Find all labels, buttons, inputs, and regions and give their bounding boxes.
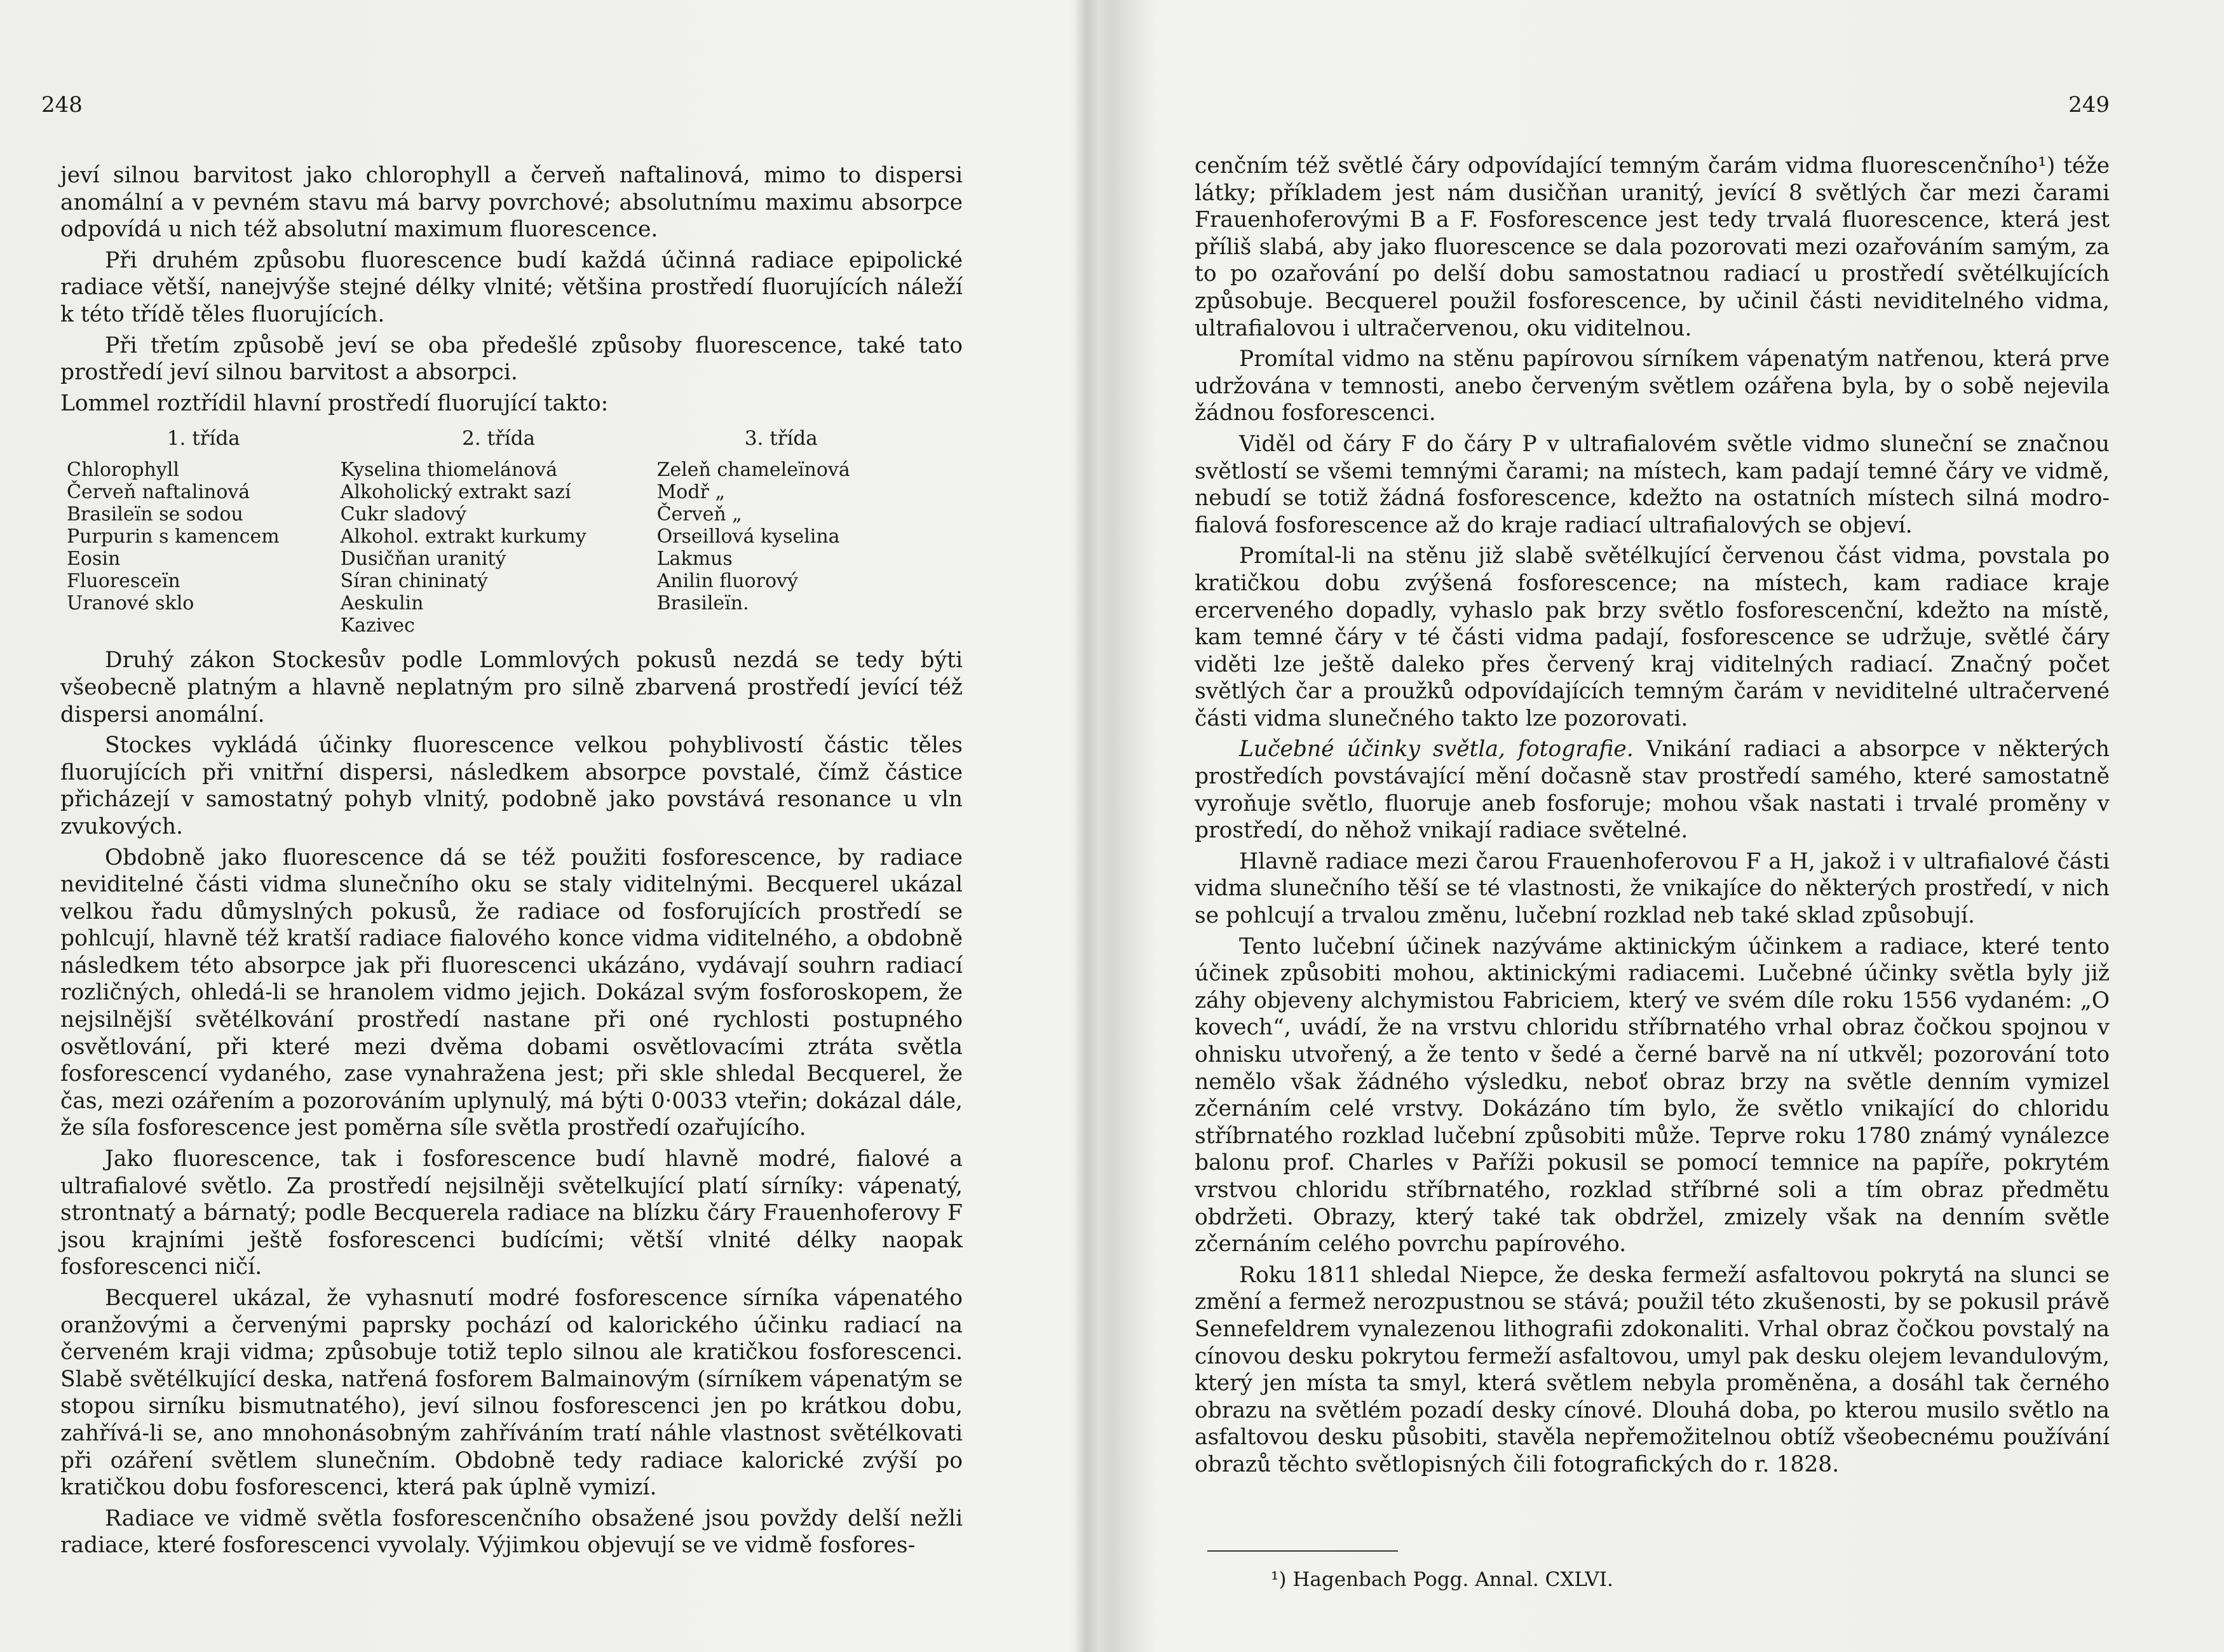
table-cell: Brasileïn se sodou: [67, 503, 243, 526]
paragraph: Promítal-li na stěnu již slabě světélkující červenou část vidma, povstala po kratičkou dobu zvýšená fosforescence; na místech, kam radiace kraje ercerveného dopadly, vyhaslo pak brzy světlo fosforescenční, kdežto na místě, kam temné čáry v té části vidma padají, fosforescence se udržuje, světlé čáry viděti lze ještě daleko přes červený kraj viditelných radiací. Značný počet světlých čar a proužků odpovídajících temným čarám v neviditelné ultračervené části vidma slunečného takto lze pozorovati.: [1195, 543, 2110, 731]
paragraph: Při druhém způsobu fluorescence budí každá účinná radiace epipolické radiace větší, nanejvýše stejné délky vlnité; většina prostředí fluorujících náleží k této třídě těles fluorujících.: [60, 247, 963, 327]
table-cell: Chlorophyll: [67, 459, 179, 482]
table-cell: Fluoresceïn: [67, 570, 180, 593]
table-cell: Eosin: [67, 548, 121, 571]
paragraph: cenčním též světlé čáry odpovídající temným čarám vidma fluorescenčního¹) téže látky; příkladem jest nám dusičňan uranitý, jevící 8 světlých čar mezi čarami Frauenhoferovými B a F. Fosforescence jest tedy trvalá fluorescence, která jest příliš slabá, aby jako fluorescence se dala pozorovati mezi ozařováním samým, za to po ozařování po delší dobu samostatnou radiací u prostředí světélkujících způsobuje. Becquerel použil fosforescence, by učinil části neviditelného vidma, ultrafialovou i ultračervenou, oku viditelnou.: [1195, 153, 2110, 341]
paragraph: Viděl od čáry F do čáry P v ultrafialovém světle vidmo sluneční se značnou světlostí se všemi temnými čarami; na místech, kam padají temné čáry ve vidmě, nebudí se totiž žádná fosforescence, kdežto na ostatních místech silná modro-fialová fosforescence až do kraje radiací ultrafialových se objeví.: [1195, 431, 2110, 538]
book-gutter: [1074, 0, 1099, 1652]
paragraph: Obdobně jako fluorescence dá se též použiti fosforescence, by radiace neviditelné části vidma slunečního oku se staly viditelnými. Becquerel ukázal velkou řadu důmyslných pokusů, že radiace od fosforujících prostředí se pohlcují, hlavně též kratší radiace fialového konce vidma viditelného, a obdobně následkem této absorpce jak při fluorescenci ukázáno, vydávají souhrn radiací rozličných, ohledá-li se hranolem vidmo jejich. Dokázal svým fosforoskopem, že nejsilnější světélkování prostředí nastane při oné rychlosti postupného osvětlování, při které mezi dvěma dobami osvětlovacími ztráta světla fosforescencí vydaného, zase vynahražena jest; při skle shledal Becquerel, že čas, mezi ozářením a pozorováním uplynulý, má býti 0·0033 vteřin; dokázal dále, že síla fosforescence jest poměrna síle světla prostředí ozařujícího.: [60, 844, 963, 1141]
table-cell: Orseillová kyselina: [656, 525, 840, 548]
table-cell: Lakmus: [656, 548, 733, 571]
paragraph: [1195, 736, 2110, 844]
paragraph: Jako fluorescence, tak i fosforescence budí hlavně modré, fialové a ultrafialové světlo. Za prostředí nejsilněji světelkující platí sírníky: vápenatý, strontnatý a bárnatý; podle Becquerela radiace na blízku čáry Frauenhoferovy F jsou krajními ještě fosforescenci budícími; větší vlnité délky naopak fosforescenci ničí.: [60, 1146, 963, 1280]
right-page: [1195, 0, 2110, 1652]
table-column-2: [341, 459, 657, 637]
table-header: 2. třída: [462, 427, 536, 450]
table-cell: Alkohol. extrakt kurkumy: [340, 525, 587, 548]
table-cell: Kazivec: [340, 614, 415, 637]
table-cell: Uranové sklo: [67, 592, 194, 615]
table-cell: Cukr sladový: [340, 503, 466, 526]
page-number: 249: [2068, 92, 2110, 118]
paragraph: jeví silnou barvitost jako chlorophyll a červeň naftalinová, mimo to dispersi anomální a v pevném stavu má barvy povrchové; absolutnímu maximu absorpce odpovídá u nich též absolutní maximum fluorescence.: [60, 163, 963, 243]
paragraph-text: Vnikání radiaci a absorpce v některých prostředích povstávající mění dočasně stav prostředí samého, které samostatně vyroňuje světlo, fluoruje aneb fosforuje; mohou však nastati i trvalé proměny v prostředí, do něhož vnikají radiace světelné.: [1195, 736, 2110, 844]
paragraph: Hlavně radiace mezi čarou Frauenhoferovou F a H, jakož i v ultrafialové části vidma slunečního těší se té vlastnosti, že vnikajíce do některých prostředí, v nich se pohlcují a trvalou změnu, lučební rozklad neb také sklad způsobují.: [1195, 848, 2110, 929]
left-page-text: [60, 162, 963, 1563]
table-cell: Anilin fluorový: [656, 570, 798, 593]
left-page: [41, 0, 963, 1652]
footnote-rule: [1207, 1550, 1398, 1552]
paragraph: Při třetím způsobě jeví se oba předešlé způsoby fluorescence, také tato prostředí jeví silnou barvitost a absorpci.: [60, 332, 963, 386]
table-cell: Zeleň chameleïnová: [656, 459, 850, 482]
paragraph: Druhý zákon Stockesův podle Lommlových pokusů nezdá se tedy býti všeobecně platným a hlavně neplatným pro silně zbarvená prostředí jevící též dispersi anomální.: [60, 647, 963, 728]
table-cell: Modř „: [656, 481, 725, 504]
table-cell: Brasileïn.: [656, 592, 749, 615]
table-cell: Purpurin s kamencem: [67, 525, 280, 548]
table-header: 3. třída: [744, 427, 818, 450]
table-column-1: [67, 459, 341, 637]
table-cell: Dusičňan uranitý: [340, 548, 506, 571]
page-number: 248: [41, 92, 83, 118]
table-header: 1. třída: [166, 427, 240, 450]
table-cell: Červeň „: [656, 503, 742, 526]
table-column-3: [657, 459, 905, 637]
section-heading: Lučebné účinky světla, fotografie.: [1239, 736, 1634, 762]
paragraph: Roku 1811 shledal Niepce, že deska fermeží asfaltovou pokrytá na slunci se změní a fermež nerozpustnou se stává; použil této zkušenosti, by se pokusil právě Sennefeldrem vynalezenou lithografii zdokonaliti. Vrhal obraz čočkou povstalý na cínovou desku pokrytou fermeží asfaltovou, umyl pak desku olejem levandulovým, který jen místa ta smyl, která světlem nebyla proměněna, a dosáhl tak černého obrazu na světlém pozadí desky cínové. Dlouhá doba, po kterou musilo světlo na asfaltovou desku působiti, stavěla nepřemožitelnou obtíž všeobecnému používání obrazů těchto světlopisných čili fotografických do r. 1828.: [1195, 1262, 2110, 1477]
paragraph: Promítal vidmo na stěnu papírovou sírníkem vápenatým natřenou, která prve udržována v temnosti, anebo červeným světlem ozářena byla, by o sobě nejevila žádnou fosforescenci.: [1195, 346, 2110, 426]
right-page-text: [1195, 152, 2110, 1482]
paragraph: Tento lučební účinek nazýváme aktinickým účinkem a radiace, které tento účinek způsobiti mohou, aktinickými radiacemi. Lučebné účinky světla byly již záhy objeveny alchymistou Fabriciem, který ve svém díle roku 1556 vydaném: „O kovech“, uvádí, že na vrstvu chloridu stříbrnatého vrhal obraz čočkou spojnou v ohnisku utvořený, a že tento v šedé a černé barvě na ní utkvěl; pozorování toto nemělo však žádného výsledku, neboť obraz brzy na světle denním vymizel zčernáním celé vrstvy. Dokázáno tím bylo, že světlo vnikající do chloridu stříbrnatého rozklad lučební způsobiti může. Teprve roku 1780 známý vynálezce balonu prof. Charles v Paříži pokusil se pomocí temnice na papíře, pokrytém vrstvou chloridu stříbrnatého, rozklad stříbrné soli a tím obraz předmětu obdržeti. Obrazy, který také tak obdržel, zmizely však na denním světle zčernáním celého povrchu papírového.: [1195, 933, 2110, 1257]
footnote: ¹) Hagenbach Pogg. Annal. CXLVI.: [1271, 1568, 1613, 1591]
classification-table: [67, 427, 905, 637]
table-cell: Síran chininatý: [340, 570, 488, 593]
table-cell: Aeskulin: [340, 592, 424, 615]
paragraph: Lommel roztřídil hlavní prostředí fluorující takto:: [60, 390, 609, 416]
paragraph: Radiace ve vidmě světla fosforescenčního obsažené jsou povždy delší nežli radiace, které fosforescenci vyvolaly. Výjimkou objevují se ve vidmě fosfores-: [60, 1505, 963, 1559]
table-cell: Alkoholický extrakt sazí: [340, 481, 571, 504]
table-cell: Kyselina thiomelánová: [340, 459, 558, 482]
paragraph: Stockes vykládá účinky fluorescence velkou pohyblivostí částic těles fluorujících při vnitřní dispersi, následkem absorpce povstalé, čímž částice přicházejí v samostatný pohyb vlnitý, podobně jako povstává resonance u vln zvukových.: [60, 733, 963, 839]
table-cell: Červeň naftalinová: [67, 481, 250, 504]
paragraph: Becquerel ukázal, že vyhasnutí modré fosforescence sírníka vápenatého oranžovými a červenými paprsky pochází od kalorického účinku radiací na červeném kraji vidma; způsobuje totiž teplo silnou ale kratičkou fosforescenci. Slabě světélkující deska, natřená fosforem Balmainovým (sírníkem vápenatým se stopou sirníku bismutnatého), jeví silnou fosforescenci jen po krátkou dobu, zahřívá-li se, ano mnohonásobným zahříváním tratí náhle vlastnost světélkovati při ozáření světlem slunečním. Obdobně tedy radiace kalorické zvýší po kratičkou dobu fosforescenci, která pak úplně vymizí.: [60, 1285, 963, 1501]
